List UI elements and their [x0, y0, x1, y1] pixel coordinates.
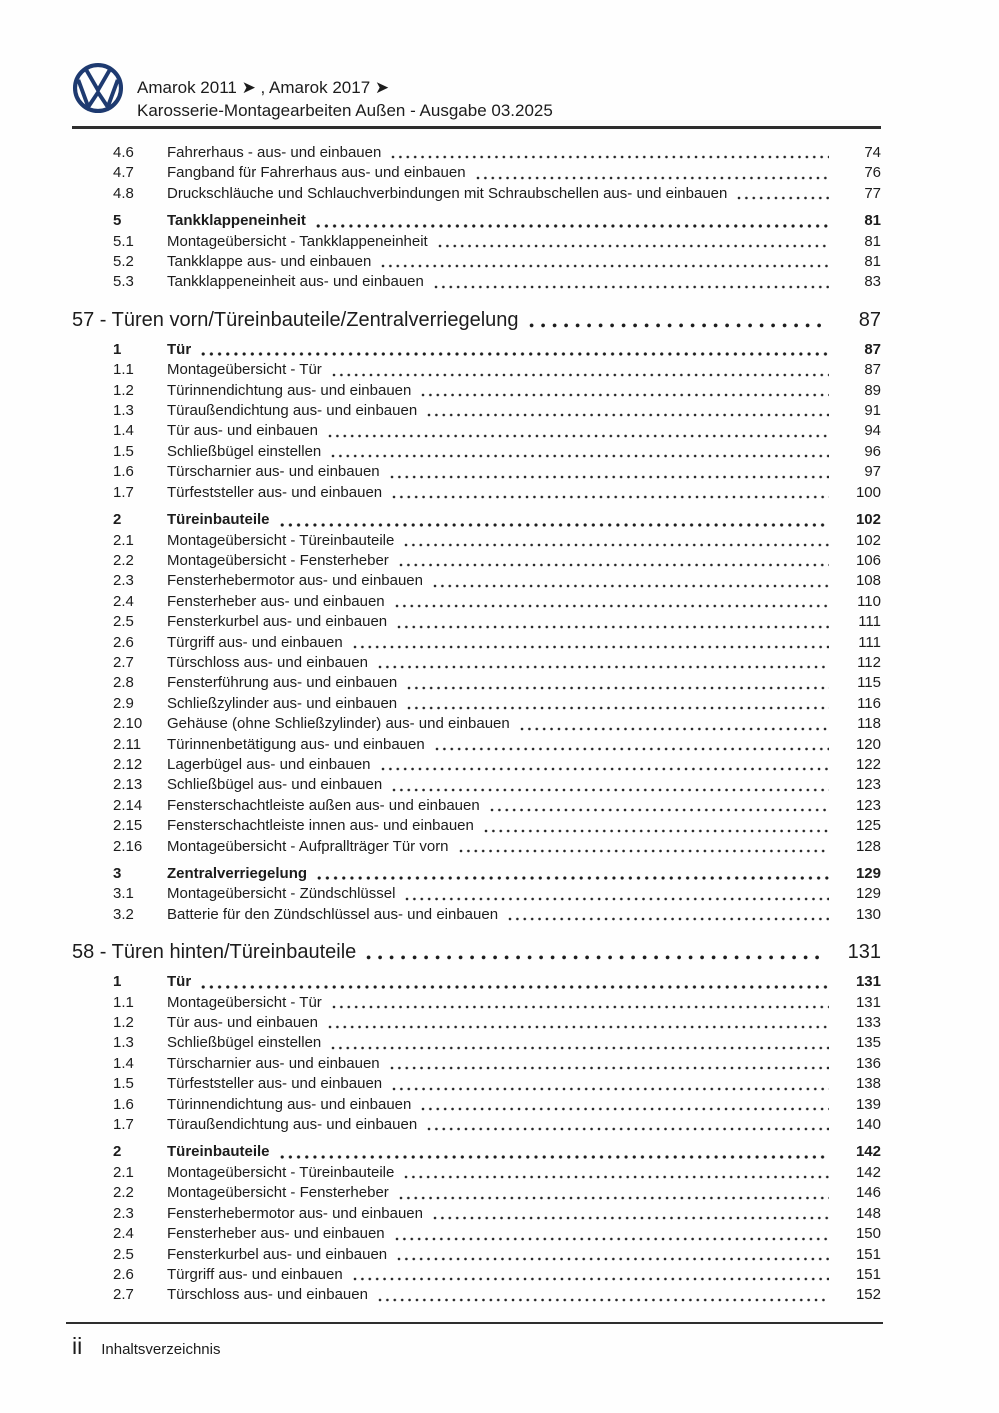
toc-row — [72, 837, 881, 857]
toc-entry-page: 118 — [857, 715, 881, 733]
toc-row — [72, 775, 881, 795]
toc-entry-title: Montageübersicht - Türeinbauteile — [167, 531, 395, 549]
toc-entry-page: 122 — [855, 755, 881, 773]
toc-entry-title: Montageübersicht - Türeinbauteile — [167, 1163, 395, 1181]
toc-row — [72, 816, 881, 836]
toc-entry-number: 1.6 — [113, 1095, 134, 1113]
toc-row — [72, 1265, 881, 1285]
dot-leader — [737, 196, 829, 200]
toc-entry-number: 4.8 — [113, 184, 134, 202]
toc-row — [72, 571, 881, 591]
dot-leader — [390, 475, 829, 479]
header-model-line: Amarok 2011 ➤ , Amarok 2017 ➤ — [137, 78, 390, 97]
toc-row — [72, 1033, 881, 1053]
toc-entry-page: 102 — [855, 531, 881, 549]
toc-entry-title: Türfeststeller aus- und einbauen — [167, 1075, 383, 1093]
dot-leader — [366, 955, 825, 960]
table-of-contents — [72, 143, 881, 1306]
toc-entry-title: Montageübersicht - Aufprallträger Tür vorn — [167, 837, 449, 855]
dot-leader — [331, 1046, 829, 1050]
toc-entry-title: Lagerbügel aus- und einbauen — [167, 755, 371, 773]
dot-leader — [332, 373, 829, 377]
toc-entry-page: 152 — [855, 1286, 881, 1304]
dot-leader — [395, 1237, 829, 1241]
toc-entry-number: 3.1 — [113, 885, 134, 903]
page-header — [72, 62, 881, 129]
toc-entry-title: Tankklappeneinheit aus- und einbauen — [167, 273, 424, 291]
toc-entry-page: 89 — [864, 381, 881, 399]
dot-leader — [381, 767, 829, 771]
toc-entry-title: Türfeststeller aus- und einbauen — [167, 483, 383, 501]
toc-entry-number: 2.4 — [113, 592, 134, 610]
toc-entry-page: 136 — [855, 1054, 881, 1072]
toc-entry-number: 2.5 — [113, 613, 134, 631]
toc-entry-title: Montageübersicht - Tankklappeneinheit — [167, 232, 428, 250]
toc-entry-page: 129 — [855, 865, 881, 882]
toc-entry-title: Druckschläuche und Schlauchverbindungen mit Schraubschellen aus- und einbauen — [167, 184, 728, 202]
toc-entry-number: 4.7 — [113, 164, 134, 182]
toc-row — [72, 653, 881, 673]
dot-leader — [404, 543, 829, 547]
dot-leader — [421, 1107, 829, 1111]
toc-entry-number: 3.2 — [113, 905, 134, 923]
toc-entry-title: Türscharnier aus- und einbauen — [167, 1054, 380, 1072]
dot-leader — [405, 897, 829, 901]
dot-leader — [435, 747, 829, 751]
toc-entry-title: Schließbügel einstellen — [167, 442, 322, 460]
dot-leader — [520, 727, 829, 731]
toc-entry-number: 5.3 — [113, 273, 134, 291]
toc-entry-page: 133 — [855, 1014, 881, 1032]
toc-entry-number: 1.7 — [113, 483, 134, 501]
toc-entry-title: Fensterkurbel aus- und einbauen — [167, 1245, 388, 1263]
toc-entry-title: Türinnendichtung aus- und einbauen — [167, 1095, 412, 1113]
toc-entry-number: 1.6 — [113, 463, 134, 481]
toc-entry-title: Zentralverriegelung — [167, 865, 308, 882]
toc-entry-page: 87 — [864, 340, 881, 358]
toc-entry-title: Schließbügel aus- und einbauen — [167, 776, 383, 794]
toc-row — [72, 381, 881, 401]
toc-row — [72, 531, 881, 551]
toc-entry-number: 2 — [113, 1143, 122, 1161]
dot-leader — [407, 686, 829, 690]
toc-entry-number: 2.7 — [113, 1286, 134, 1304]
toc-entry-title: Schließzylinder aus- und einbauen — [167, 694, 398, 712]
toc-entry-page: 129 — [855, 885, 881, 903]
toc-row — [72, 714, 881, 734]
toc-row — [72, 510, 881, 530]
toc-row — [72, 1183, 881, 1203]
toc-chapter-row — [72, 939, 881, 965]
toc-entry-page: 96 — [864, 442, 881, 460]
toc-row — [72, 864, 881, 884]
toc-entry-title: Türschloss aus- und einbauen — [167, 1286, 368, 1304]
toc-entry-title: Fensterheber aus- und einbauen — [167, 1225, 385, 1243]
toc-entry-number: 2.12 — [113, 755, 143, 773]
toc-entry-page: 135 — [855, 1034, 881, 1052]
toc-entry-title: Fensterschachtleiste innen aus- und einbauen — [167, 817, 474, 835]
toc-entry-title: Tankklappeneinheit — [167, 212, 306, 230]
toc-entry-page: 142 — [855, 1143, 881, 1161]
dot-leader — [397, 625, 829, 629]
toc-row — [72, 401, 881, 421]
dot-leader — [392, 788, 829, 792]
toc-row — [72, 1013, 881, 1033]
toc-entry-page: 76 — [864, 164, 881, 182]
dot-leader — [353, 1277, 829, 1281]
toc-entry-page: 108 — [855, 572, 881, 590]
dot-leader — [427, 413, 829, 417]
toc-entry-page: 151 — [855, 1265, 881, 1283]
toc-row — [72, 1224, 881, 1244]
toc-entry-page: 116 — [857, 694, 881, 712]
toc-entry-page: 115 — [857, 674, 881, 692]
toc-entry-title: Türaußendichtung aus- und einbauen — [167, 1116, 418, 1134]
toc-entry-title: Montageübersicht - Tür — [167, 361, 322, 379]
dot-leader — [201, 352, 829, 356]
toc-entry-number: 2.9 — [113, 694, 134, 712]
toc-row — [72, 905, 881, 925]
toc-row — [72, 1074, 881, 1094]
toc-row — [72, 232, 881, 252]
toc-entry-page: 148 — [855, 1204, 881, 1222]
toc-entry-page: 151 — [855, 1245, 881, 1263]
toc-entry-number: 5.2 — [113, 253, 134, 271]
toc-entry-page: 125 — [855, 817, 881, 835]
dot-leader — [438, 244, 829, 248]
toc-entry-title: Türaußendichtung aus- und einbauen — [167, 402, 418, 420]
toc-entry-title: Türschloss aus- und einbauen — [167, 653, 368, 671]
dot-leader — [427, 1127, 829, 1131]
toc-row — [72, 252, 881, 272]
dot-leader — [280, 523, 829, 527]
toc-entry-title: Türscharnier aus- und einbauen — [167, 463, 380, 481]
toc-entry-title: Fensterhebermotor aus- und einbauen — [167, 1204, 423, 1222]
toc-entry-title: Fensterführung aus- und einbauen — [167, 674, 398, 692]
footer-label: Inhaltsverzeichnis — [101, 1341, 221, 1358]
toc-entry-title: Tankklappe aus- und einbauen — [167, 253, 372, 271]
toc-entry-page: 128 — [855, 837, 881, 855]
toc-entry-title: Fensterheber aus- und einbauen — [167, 592, 385, 610]
dot-leader — [331, 454, 829, 458]
dot-leader — [399, 563, 829, 567]
dot-leader — [391, 155, 829, 159]
toc-entry-page: 131 — [855, 993, 881, 1011]
page-footer — [66, 1322, 883, 1358]
toc-entry-number: 5.1 — [113, 232, 134, 250]
dot-leader — [407, 706, 829, 710]
toc-row — [72, 694, 881, 714]
dot-leader — [476, 176, 829, 180]
header-doc-line: Karosserie-Montagearbeiten Außen - Ausgabe 03.2025 — [137, 101, 553, 120]
toc-entry-page: 100 — [855, 483, 881, 501]
toc-entry-title: Türgriff aus- und einbauen — [167, 1265, 343, 1283]
toc-row — [72, 340, 881, 360]
dot-leader — [529, 323, 825, 328]
toc-entry-number: 5 — [113, 212, 122, 230]
toc-entry-title: Fahrerhaus - aus- und einbauen — [167, 144, 382, 161]
toc-entry-number: 2 — [113, 511, 122, 529]
toc-entry-number: 2.8 — [113, 674, 134, 692]
dot-leader — [433, 1216, 829, 1220]
dot-leader — [378, 665, 829, 669]
toc-entry-title: Fensterschachtleiste außen aus- und einbauen — [167, 796, 480, 814]
toc-row — [72, 1245, 881, 1265]
toc-entry-number: 2.6 — [113, 633, 134, 651]
toc-row — [72, 184, 881, 204]
toc-entry-title: Türeinbauteile — [167, 1143, 270, 1161]
toc-entry-number: 1 — [113, 973, 122, 991]
toc-entry-number: 1.4 — [113, 1054, 134, 1072]
toc-entry-page: 74 — [864, 144, 881, 161]
dot-leader — [378, 1298, 829, 1302]
toc-entry-page: 140 — [855, 1116, 881, 1134]
toc-entry-number: 2.6 — [113, 1265, 134, 1283]
toc-entry-title: Fangband für Fahrerhaus aus- und einbauen — [167, 164, 466, 182]
dot-leader — [280, 1155, 829, 1159]
toc-row — [72, 592, 881, 612]
toc-entry-page: 111 — [858, 613, 881, 631]
toc-entry-title: Fensterhebermotor aus- und einbauen — [167, 572, 423, 590]
toc-entry-title: Batterie für den Zündschlüssel aus- und einbauen — [167, 905, 499, 923]
toc-entry-page: 142 — [855, 1163, 881, 1181]
toc-row — [72, 163, 881, 183]
toc-row — [72, 735, 881, 755]
toc-row — [72, 1204, 881, 1224]
dot-leader — [459, 849, 829, 853]
toc-entry-page: 131 — [847, 941, 881, 964]
toc-row — [72, 143, 881, 163]
toc-row — [72, 551, 881, 571]
toc-entry-page: 139 — [855, 1095, 881, 1113]
toc-entry-title: Montageübersicht - Zündschlüssel — [167, 885, 396, 903]
toc-entry-page: 81 — [864, 212, 881, 230]
toc-row — [72, 211, 881, 231]
toc-entry-number: 1.3 — [113, 402, 134, 420]
toc-entry-title: Montageübersicht - Tür — [167, 993, 322, 1011]
toc-entry-number: 2.1 — [113, 531, 134, 549]
toc-entry-page: 87 — [858, 308, 881, 331]
dot-leader — [201, 985, 829, 989]
toc-entry-title: Türinnenbetätigung aus- und einbauen — [167, 735, 425, 753]
toc-row — [72, 272, 881, 292]
toc-entry-page: 94 — [864, 422, 881, 440]
toc-entry-title: Tür aus- und einbauen — [167, 422, 318, 440]
toc-entry-title: Tür aus- und einbauen — [167, 1014, 318, 1032]
toc-entry-page: 77 — [864, 184, 881, 202]
toc-row — [72, 633, 881, 653]
dot-leader — [390, 1066, 829, 1070]
toc-entry-number: 1.1 — [113, 993, 134, 1011]
dot-leader — [397, 1257, 829, 1261]
toc-row — [72, 1115, 881, 1135]
toc-entry-title: 57 - Türen vorn/Türeinbauteile/Zentralverriegelung — [72, 308, 519, 331]
toc-row — [72, 972, 881, 992]
toc-row — [72, 421, 881, 441]
toc-entry-page: 138 — [855, 1075, 881, 1093]
toc-entry-number: 2.16 — [113, 837, 143, 855]
toc-entry-number: 2.7 — [113, 653, 134, 671]
dot-leader — [332, 1005, 829, 1009]
toc-row — [72, 673, 881, 693]
dot-leader — [484, 829, 829, 833]
dot-leader — [399, 1196, 829, 1200]
dot-leader — [395, 604, 829, 608]
toc-entry-number: 2.11 — [113, 735, 142, 753]
toc-entry-number: 1.4 — [113, 422, 134, 440]
toc-entry-title: Montageübersicht - Fensterheber — [167, 1184, 389, 1202]
toc-entry-title: 58 - Türen hinten/Türeinbauteile — [72, 941, 357, 964]
toc-row — [72, 1095, 881, 1115]
toc-entry-number: 1.2 — [113, 1014, 134, 1032]
toc-entry-title: Schließbügel einstellen — [167, 1034, 322, 1052]
toc-entry-page: 123 — [855, 776, 881, 794]
toc-entry-page: 112 — [857, 653, 881, 671]
toc-row — [72, 993, 881, 1013]
toc-entry-page: 110 — [857, 592, 881, 610]
toc-row — [72, 360, 881, 380]
toc-entry-page: 83 — [864, 273, 881, 291]
toc-entry-title: Gehäuse (ohne Schließzylinder) aus- und einbauen — [167, 715, 510, 733]
toc-row — [72, 755, 881, 775]
dot-leader — [328, 434, 829, 438]
toc-entry-number: 2.13 — [113, 776, 143, 794]
toc-entry-title: Türeinbauteile — [167, 511, 270, 529]
toc-row — [72, 1285, 881, 1305]
dot-leader — [508, 917, 829, 921]
toc-row — [72, 612, 881, 632]
toc-entry-number: 2.5 — [113, 1245, 134, 1263]
toc-entry-page: 81 — [864, 253, 881, 271]
dot-leader — [433, 584, 829, 588]
toc-row — [72, 462, 881, 482]
toc-entry-number: 2.3 — [113, 572, 134, 590]
toc-entry-page: 123 — [855, 796, 881, 814]
toc-entry-title: Montageübersicht - Fensterheber — [167, 551, 389, 569]
toc-entry-number: 3 — [113, 865, 122, 882]
toc-row — [72, 442, 881, 462]
toc-entry-page: 131 — [855, 973, 881, 991]
toc-row — [72, 1054, 881, 1074]
toc-entry-page: 91 — [864, 402, 881, 420]
toc-entry-page: 120 — [855, 735, 881, 753]
toc-entry-title: Tür — [167, 340, 192, 358]
toc-entry-number: 2.4 — [113, 1225, 134, 1243]
toc-entry-title: Türgriff aus- und einbauen — [167, 633, 343, 651]
toc-entry-page: 97 — [864, 463, 881, 481]
toc-row — [72, 884, 881, 904]
toc-entry-page: 81 — [864, 232, 881, 250]
toc-entry-number: 2.14 — [113, 796, 143, 814]
dot-leader — [316, 224, 829, 228]
toc-entry-number: 1 — [113, 340, 122, 358]
toc-entry-number: 1.7 — [113, 1116, 134, 1134]
dot-leader — [317, 876, 829, 880]
toc-entry-title: Fensterkurbel aus- und einbauen — [167, 613, 388, 631]
toc-entry-number: 2.10 — [113, 715, 143, 733]
toc-entry-number: 1.5 — [113, 1075, 134, 1093]
toc-row — [72, 483, 881, 503]
dot-leader — [490, 808, 829, 812]
toc-entry-title: Türinnendichtung aus- und einbauen — [167, 381, 412, 399]
toc-entry-number: 1.2 — [113, 381, 134, 399]
toc-entry-number: 1.3 — [113, 1034, 134, 1052]
toc-entry-number: 1.1 — [113, 361, 134, 379]
toc-entry-page: 146 — [855, 1184, 881, 1202]
toc-chapter-row — [72, 307, 881, 333]
toc-entry-title: Tür — [167, 973, 192, 991]
toc-row — [72, 796, 881, 816]
toc-entry-page: 150 — [855, 1225, 881, 1243]
dot-leader — [328, 1025, 829, 1029]
footer-page-number: ii — [72, 1333, 83, 1359]
toc-entry-number: 1.5 — [113, 442, 134, 460]
toc-row — [72, 1163, 881, 1183]
toc-entry-number: 2.2 — [113, 1184, 134, 1202]
dot-leader — [392, 1087, 829, 1091]
toc-entry-number: 2.1 — [113, 1163, 134, 1181]
vw-logo — [72, 62, 124, 114]
toc-entry-page: 106 — [855, 551, 881, 569]
dot-leader — [404, 1175, 829, 1179]
toc-entry-page: 111 — [858, 633, 881, 651]
dot-leader — [353, 645, 829, 649]
toc-entry-number: 2.2 — [113, 551, 134, 569]
dot-leader — [421, 393, 829, 397]
toc-entry-number: 2.3 — [113, 1204, 134, 1222]
toc-entry-number: 2.15 — [113, 817, 143, 835]
dot-leader — [392, 495, 829, 499]
dot-leader — [381, 264, 829, 268]
toc-row — [72, 1142, 881, 1162]
toc-entry-page: 87 — [864, 361, 881, 379]
toc-entry-number: 4.6 — [113, 144, 134, 161]
toc-entry-page: 130 — [855, 905, 881, 923]
dot-leader — [434, 285, 829, 289]
toc-entry-page: 102 — [855, 511, 881, 529]
